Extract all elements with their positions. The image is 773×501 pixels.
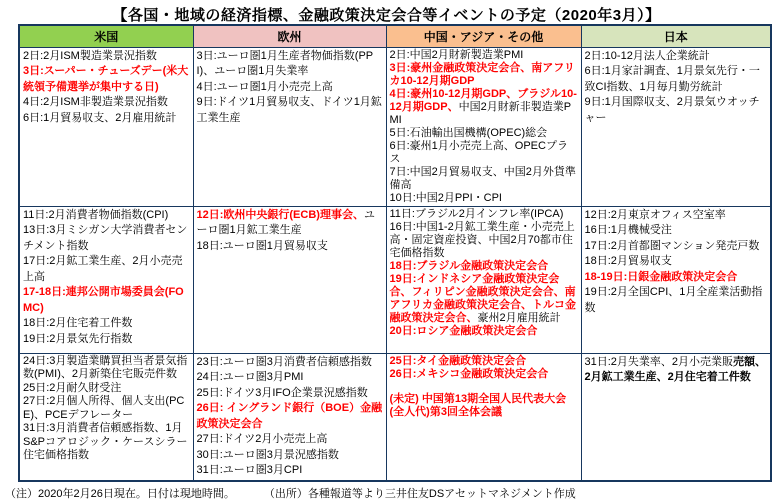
event-text: 17日:2月首都圏マンション発売戸数: [584, 239, 760, 252]
event-entry: [197, 80, 383, 96]
event-entry: [197, 386, 383, 402]
event-entry: [390, 273, 578, 325]
table-row-early-march: [19, 47, 771, 206]
event-text: 18日:2月住宅着工件数: [23, 317, 133, 329]
column-header-us: 米国: [19, 25, 193, 47]
event-entry: [197, 401, 383, 432]
column-header-china-asia-other: 中国・アジア・その他: [386, 25, 581, 47]
event-text: 3日:豪州金融政策決定会合、南アフリカ10-12月期GDP: [389, 61, 575, 87]
event-cell-europe-late-march: [193, 353, 386, 481]
event-entry: [390, 140, 578, 166]
event-text: 4日:豪州10-12月期GDP、ブラジル10-12月期GDP、: [389, 87, 577, 113]
event-text: 5日:石油輸出国機構(OPEC)総会: [389, 126, 548, 139]
event-text: 3日:ユーロ圏1月生産者物価指数(PPI)、ユーロ圏1月失業率: [196, 49, 374, 77]
event-text: 11日:2月消費者物価指数(CPI): [23, 208, 169, 221]
event-text: 2日:中国2月財新製造業PMI: [389, 48, 524, 61]
event-text: 12日:2月東京オフィス空室率: [584, 208, 726, 221]
event-cell-china-asia-other-mid-march: [386, 206, 581, 353]
event-text: ユーロ圏1月鉱工業生産: [196, 208, 375, 236]
event-text: 6日:豪州1月小売売上高、OPECプラス: [389, 139, 568, 165]
table-row-mid-march: [19, 206, 771, 353]
event-text: 24日:ユーロ圏3月PMI: [196, 371, 304, 383]
event-text: 26日:メキシコ金融政策決定会合: [389, 367, 549, 380]
event-entry: [390, 325, 578, 338]
event-entry: [585, 239, 768, 255]
event-entry: [197, 463, 383, 479]
event-entry: [23, 223, 190, 254]
event-entry: [390, 166, 578, 192]
event-entry: [23, 422, 190, 463]
event-text: 31日:ユーロ圏3月CPI: [196, 464, 303, 476]
event-text: 16日:1月機械受注: [584, 224, 672, 236]
event-text: 17日:2月鉱工業生産、2月小売売上高: [23, 255, 183, 283]
event-text: 25日:ドイツ3月IFO企業景況感指数: [196, 386, 368, 399]
event-cell-china-asia-other-early-march: [386, 47, 581, 206]
event-text: 売額、2月鉱工業生産、2月住宅着工件数: [584, 355, 767, 383]
event-entry: [390, 127, 578, 140]
event-entry: [585, 285, 768, 316]
event-cell-us-late-march: [19, 353, 193, 481]
event-text: 6日:1月家計調査、1月景気先行・一致CI指数、1月毎月勤労統計: [584, 65, 760, 93]
footnote-note: （注）2020年2月26日現在。日付は現地時間。: [5, 487, 235, 500]
event-entry: [197, 370, 383, 386]
event-text: 18-19日:日銀金融政策決定会合: [584, 270, 738, 283]
event-entry: [197, 355, 383, 371]
event-text: 4日:2月ISM非製造業景況指数: [23, 96, 168, 108]
event-text: 18日:ユーロ圏1月貿易収支: [196, 239, 328, 252]
event-entry: [390, 221, 578, 260]
event-entry: [23, 208, 190, 224]
event-entry: [23, 49, 190, 65]
event-entry: [23, 382, 190, 396]
event-text: 6日:1月貿易収支、2月雇用統計: [23, 111, 177, 124]
event-entry: [390, 49, 578, 62]
event-entry: [585, 223, 768, 239]
event-text: 27日:ドイツ2月小売売上高: [196, 433, 328, 445]
event-entry: [197, 239, 383, 255]
event-cell-china-asia-other-late-march: [386, 353, 581, 481]
events-calendar-table: [18, 24, 772, 482]
event-entry: [23, 332, 190, 348]
event-text: 23日:ユーロ圏3月消費者信頼感指数: [196, 355, 372, 368]
event-text: 16日:中国1-2月鉱工業生産・小売売上高・固定資産投資、中国2月70都市住宅価格指数: [389, 220, 575, 259]
event-text: 2日:10-12月法人企業統計: [584, 49, 710, 62]
event-text: 20日:ロシア金融政策決定会合: [389, 324, 538, 337]
column-header-europe: 欧州: [193, 25, 386, 47]
event-entry: [390, 208, 578, 221]
footnote: [5, 485, 773, 501]
event-entry: [23, 355, 190, 382]
event-entry: [23, 285, 190, 316]
event-entry: [23, 95, 190, 111]
event-cell-europe-mid-march: [193, 206, 386, 353]
event-entry: [390, 88, 578, 127]
event-text: 4日:ユーロ圏1月小売売上高: [196, 80, 333, 93]
event-cell-japan-early-march: [581, 47, 771, 206]
event-cell-japan-mid-march: [581, 206, 771, 353]
event-text: 24日:3月製造業購買担当者景気指数(PMI)、2月新築住宅販売件数: [23, 354, 188, 380]
event-text: 19日:2月全国CPI、1月全産業活動指数: [584, 286, 763, 314]
event-cell-us-mid-march: [19, 206, 193, 353]
event-text: 31日:2月失業率、2月小売業販: [584, 355, 734, 368]
table-row-late-march: [19, 353, 771, 481]
table-body: [19, 47, 771, 481]
event-entry: [585, 64, 768, 95]
event-text: 30日:ユーロ圏3月景況感指数: [196, 448, 339, 461]
event-entry: [390, 393, 578, 419]
event-text: 31日:3月消費者信頼感指数、1月S&Pコアロジック・ケースシラー住宅価格指数: [23, 422, 188, 461]
event-entry: [197, 448, 383, 464]
event-entry: [23, 254, 190, 285]
event-text: 3日:スーパー・チューズデー(米大統領予備選挙が集中する日): [23, 65, 189, 93]
event-entry: [23, 395, 190, 422]
event-text: 19日:2月景気先行指数: [23, 332, 133, 345]
table-header: [19, 25, 771, 47]
event-text: 26日: イングランド銀行（BOE）金融政策決定会合: [196, 402, 383, 430]
event-text: 中国2月財新非製造業PMI: [389, 100, 572, 126]
event-entry: [585, 49, 768, 65]
event-cell-europe-early-march: [193, 47, 386, 206]
event-entry: [23, 316, 190, 332]
event-text: 27日:2月個人所得、個人支出(PCE)、PCEデフレーター: [23, 395, 185, 421]
event-text: 豪州2月雇用統計: [477, 311, 561, 324]
event-entry: [585, 254, 768, 270]
event-entry: [197, 49, 383, 80]
footnote-source: （出所）各種報道等より三井住友DSアセットマネジメント作成: [263, 487, 576, 500]
event-text: 2日:2月ISM製造業景況指数: [23, 49, 157, 62]
event-entry: [585, 95, 768, 126]
event-text: 11日:ブラジル2月インフレ率(IPCA): [389, 207, 564, 220]
event-text: 9日:ドイツ1月貿易収支、ドイツ1月鉱工業生産: [196, 96, 382, 124]
event-text: 25日:タイ金融政策決定会合: [389, 354, 527, 367]
event-text: 10日:中国2月PPI・CPI: [389, 191, 502, 204]
event-entry: [390, 260, 578, 273]
event-text: 18日:2月貿易収支: [584, 255, 672, 267]
event-cell-japan-late-march: [581, 353, 771, 481]
column-header-japan: 日本: [581, 25, 771, 47]
event-entry: [23, 64, 190, 95]
event-text: 25日:2月耐久財受注: [23, 381, 122, 394]
event-text: 19日:インドネシア金融政策決定会合、フィリピン金融政策決定会合、南アフリカ金融政策決定会合、トルコ金融政策決定会合、: [389, 272, 576, 324]
event-cell-us-early-march: [19, 47, 193, 206]
event-text: (未定) 中国第13期全国人民代表大会(全人代)第3回全体会議: [389, 392, 567, 418]
event-entry: [390, 368, 578, 381]
event-entry: [585, 208, 768, 224]
event-text: 17-18日:連邦公開市場委員会(FOMC): [23, 286, 184, 314]
event-text: 12日:欧州中央銀行(ECB)理事会、: [196, 208, 364, 221]
page-title: 【各国・地域の経済指標、金融政策決定会合等イベントの予定（2020年3月）】: [112, 7, 661, 24]
table-header-row: [19, 25, 771, 47]
event-entry: [197, 432, 383, 448]
event-entry: [585, 355, 768, 386]
event-text: 13日:3月ミシガン大学消費者センチメント指数: [23, 224, 188, 252]
event-entry: [390, 192, 578, 205]
event-entry: [23, 111, 190, 127]
event-entry: [197, 208, 383, 239]
event-entry: [390, 62, 578, 88]
event-entry: [197, 95, 383, 126]
event-entry: [390, 355, 578, 368]
event-entry: [390, 381, 578, 393]
event-text: 9日:1月国際収支、2月景気ウオッチャー: [584, 96, 760, 124]
event-text: 18日:ブラジル金融政策決定会合: [389, 259, 549, 272]
event-text: 7日:中国2月貿易収支、中国2月外貨準備高: [389, 165, 576, 191]
event-entry: [585, 270, 768, 286]
